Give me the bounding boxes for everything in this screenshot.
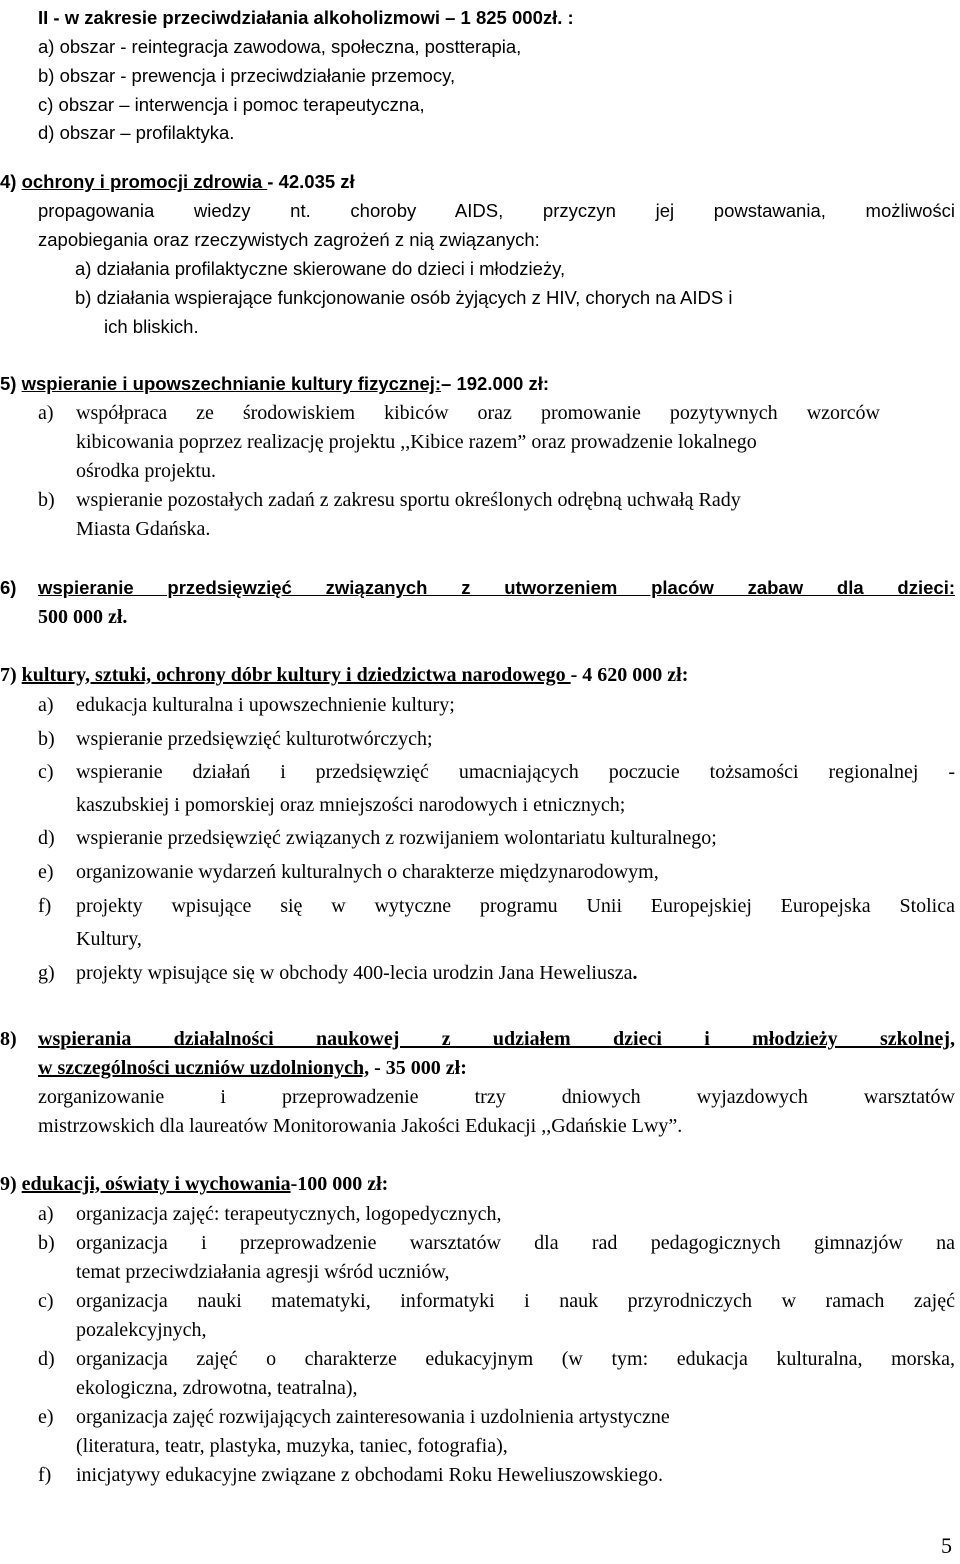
- list-item: inicjatywy edukacyjne związane z obchodami Roku Heweliuszowskiego.: [76, 1464, 664, 1486]
- section-number: 9): [0, 1173, 22, 1195]
- section-number: 4): [0, 171, 22, 192]
- section-amount: - 4 620 000 zł:: [570, 664, 689, 686]
- section-title: kultury, sztuki, ochrony dóbr kultury i dziedzictwa narodowego: [21, 664, 571, 686]
- list-item: organizacja nauki matematyki, informatyki i nauk przyrodniczych w ramach zajęć: [76, 1290, 955, 1312]
- list-item-label: e): [38, 1406, 54, 1428]
- list-item-continuation: ośrodka projektu.: [76, 460, 216, 482]
- section-number: 6): [0, 577, 17, 598]
- section-amount: – 192.000 zł:: [441, 373, 550, 394]
- list-item-label: a): [38, 402, 54, 424]
- list-item-label: b): [38, 1232, 55, 1254]
- section-amount: - 42.035 zł: [267, 171, 355, 192]
- section-number: 5): [0, 373, 22, 394]
- list-item-continuation: Miasta Gdańska.: [76, 518, 211, 540]
- list-item: a) działania profilaktyczne skierowane do dzieci i młodzieży,: [75, 258, 566, 279]
- list-item: organizacja zajęć o charakterze edukacyjnym (w tym: edukacja kulturalna, morska,: [76, 1348, 955, 1370]
- list-item: edukacja kulturalna i upowszechnienie kultury;: [76, 694, 455, 716]
- list-item: [76, 961, 637, 985]
- list-item: c) obszar – interwencja i pomoc terapeutyczna,: [38, 94, 425, 115]
- list-item: organizowanie wydarzeń kulturalnych o charakterze międzynarodowym,: [76, 861, 659, 883]
- section-amount: -100 000 zł:: [290, 1173, 389, 1195]
- section-amount: - 35 000 zł:: [369, 1057, 467, 1079]
- list-item-label: d): [38, 827, 55, 849]
- list-item-continuation: ekologiczna, zdrowotna, teatralna),: [76, 1377, 358, 1399]
- list-item: organizacja i przeprowadzenie warsztatów dla rad pedagogicznych gimnazjów na: [76, 1232, 955, 1254]
- list-item-end-dot: .: [632, 962, 638, 984]
- section-heading: [0, 170, 355, 194]
- list-item: a) obszar - reintegracja zawodowa, społeczna, postterapia,: [38, 36, 522, 57]
- list-item-continuation: temat przeciwdziałania agresji wśród uczniów,: [76, 1261, 450, 1283]
- list-item: organizacja zajęć: terapeutycznych, logopedycznych,: [76, 1203, 502, 1225]
- list-item-continuation: pozalekcyjnych,: [76, 1319, 207, 1341]
- list-item: b) obszar - prewencja i przeciwdziałanie przemocy,: [38, 65, 456, 86]
- paragraph-line: propagowania wiedzy nt. choroby AIDS, przyczyn jej powstawania, możliwości: [38, 200, 955, 221]
- section-title: wspieranie przedsięwzięć związanych z utworzeniem placów zabaw dla dzieci:: [38, 577, 955, 598]
- section-title: w szczególności uczniów uzdolnionych,: [38, 1057, 370, 1079]
- section-title: edukacji, oświaty i wychowania: [21, 1173, 291, 1195]
- paragraph-line: zapobiegania oraz rzeczywistych zagrożeń z nią związanych:: [38, 229, 540, 250]
- list-item: współpraca ze środowiskiem kibiców oraz promowanie pozytywnych wzorców: [76, 402, 880, 424]
- paragraph-line: mistrzowskich dla laureatów Monitorowania Jakości Edukacji ,,Gdańskie Lwy”.: [38, 1115, 683, 1137]
- section-title: ochrony i promocji zdrowia: [21, 171, 268, 192]
- section-title: wspieranie i upowszechnianie kultury fizycznej:: [21, 373, 442, 394]
- list-item-label: g): [38, 962, 55, 984]
- list-item-continuation: kibicowania poprzez realizację projektu ,,Kibice razem” oraz prowadzenie lokalnego: [76, 431, 757, 453]
- section-number: 8): [0, 1028, 17, 1050]
- list-item-label: c): [38, 761, 54, 783]
- section-title: II - w zakresie przeciwdziałania alkoholizmowi – 1 825 000zł. :: [38, 7, 574, 28]
- list-item-label: a): [38, 694, 54, 716]
- list-item-label: f): [38, 1464, 52, 1486]
- list-item-label: f): [38, 895, 52, 917]
- list-item-label: b): [38, 728, 55, 750]
- list-item: b) działania wspierające funkcjonowanie osób żyjących z HIV, chorych na AIDS i: [75, 287, 733, 308]
- list-item: organizacja zajęć rozwijających zainteresowania i uzdolnienia artystyczne: [76, 1406, 670, 1428]
- section-heading: [0, 372, 549, 396]
- page-number: 5: [941, 1533, 952, 1558]
- list-item-continuation: ich bliskich.: [104, 316, 199, 337]
- list-item-label: e): [38, 861, 54, 883]
- section-heading: [0, 1172, 388, 1196]
- list-item-label: b): [38, 489, 55, 511]
- list-item-label: a): [38, 1203, 54, 1225]
- list-item: wspieranie przedsięwzięć związanych z rozwijaniem wolontariatu kulturalnego;: [76, 827, 717, 849]
- list-item: d) obszar – profilaktyka.: [38, 122, 235, 143]
- list-item-text: projekty wpisujące się w obchody 400-lecia urodzin Jana Heweliusza: [76, 962, 633, 984]
- list-item-continuation: (literatura, teatr, plastyka, muzyka, taniec, fotografia),: [76, 1435, 508, 1457]
- section-heading: [0, 663, 688, 687]
- section-heading-continuation: [38, 1056, 467, 1080]
- list-item: wspieranie przedsięwzięć kulturotwórczych;: [76, 728, 433, 750]
- list-item-label: d): [38, 1348, 55, 1370]
- list-item-continuation: kaszubskiej i pomorskiej oraz mniejszości narodowych i etnicznych;: [76, 794, 626, 816]
- paragraph-line: zorganizowanie i przeprowadzenie trzy dniowych wyjazdowych warsztatów: [38, 1086, 955, 1108]
- section-amount: 500 000 zł.: [38, 606, 128, 628]
- section-number: 7): [0, 664, 22, 686]
- list-item-continuation: Kultury,: [76, 928, 142, 950]
- list-item: wspieranie działań i przedsięwzięć umacniających poczucie tożsamości regionalnej -: [76, 761, 955, 783]
- list-item: wspieranie pozostałych zadań z zakresu sportu określonych odrębną uchwałą Rady: [76, 489, 741, 511]
- list-item-label: c): [38, 1290, 54, 1312]
- list-item: projekty wpisujące się w wytyczne programu Unii Europejskiej Europejska Stolica: [76, 895, 955, 917]
- section-title: wspierania działalności naukowej z udziałem dzieci i młodzieży szkolnej,: [38, 1028, 955, 1050]
